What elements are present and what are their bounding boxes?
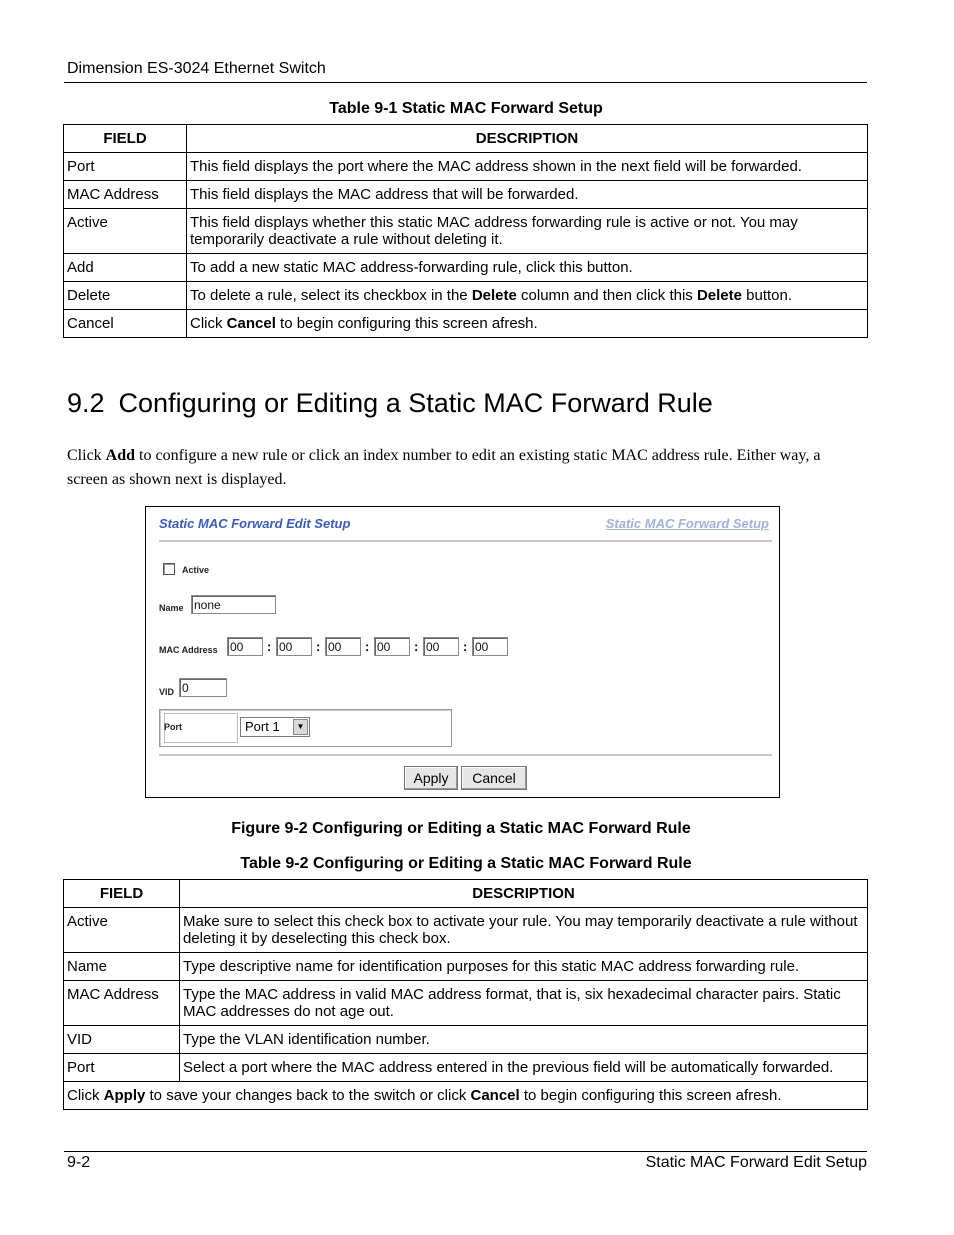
header-rule	[64, 82, 867, 83]
mac-separator: :	[316, 639, 321, 654]
text-run: column and then click this	[516, 287, 697, 304]
table-cell-field: Port	[64, 1054, 180, 1082]
table-row	[64, 209, 868, 254]
running-header: Dimension ES-3024 Ethernet Switch	[67, 60, 326, 77]
text-run: to begin configuring this screen afresh.	[519, 1087, 782, 1104]
active-checkbox[interactable]	[163, 563, 175, 575]
table-cell-field: Active	[64, 209, 187, 254]
mac-octet-input[interactable]: 00	[423, 637, 459, 656]
table-cell-field: VID	[64, 1026, 180, 1054]
mac-octet-input[interactable]: 00	[227, 637, 263, 656]
section-heading	[67, 388, 713, 419]
section-title: Configuring or Editing a Static MAC Forward Rule	[118, 388, 713, 418]
mac-octet-input[interactable]: 00	[374, 637, 410, 656]
table-cell-description: Type descriptive name for identification purposes for this static MAC address forwarding rule.	[180, 953, 868, 981]
text-run: Click	[190, 315, 227, 332]
text-run: To delete a rule, select its checkbox in the	[190, 287, 472, 304]
table2-header-description: DESCRIPTION	[180, 880, 868, 908]
table-cell-field: MAC Address	[64, 181, 187, 209]
port-label: Port	[164, 722, 182, 732]
apply-button[interactable]: Apply	[404, 766, 458, 790]
table-row	[64, 1054, 868, 1082]
figure-caption: Figure 9-2 Configuring or Editing a Static MAC Forward Rule	[231, 820, 691, 837]
table-row	[64, 181, 868, 209]
table1-header-field: FIELD	[64, 125, 187, 153]
table-cell-description: This field displays whether this static MAC address forwarding rule is active or not. You may temporarily deactivate a rule without deleting it.	[187, 209, 868, 254]
divider	[159, 540, 772, 542]
table2-header-field: FIELD	[64, 880, 180, 908]
table-cell-description: Type the VLAN identification number.	[180, 1026, 868, 1054]
mac-address-label: MAC Address	[159, 645, 218, 655]
mac-separator: :	[365, 639, 370, 654]
bold-term: Cancel	[226, 315, 276, 332]
vid-input[interactable]: 0	[179, 678, 227, 697]
bold-term: Delete	[471, 287, 517, 304]
table-cell-field: Port	[64, 153, 187, 181]
mac-separator: :	[463, 639, 468, 654]
table2	[63, 879, 868, 1110]
table-cell-description: This field displays the MAC address that will be forwarded.	[187, 181, 868, 209]
table1-caption: Table 9-1 Static MAC Forward Setup	[329, 100, 603, 117]
table1-header-description: DESCRIPTION	[187, 125, 868, 153]
table-row	[64, 282, 868, 310]
table-row	[64, 254, 868, 282]
chapter-title: Static MAC Forward Edit Setup	[645, 1154, 867, 1171]
table-row	[64, 981, 868, 1026]
active-label: Active	[182, 565, 210, 575]
chevron-down-icon[interactable]: ▼	[293, 719, 308, 735]
table-row	[64, 1082, 868, 1110]
name-input[interactable]: none	[191, 595, 276, 614]
mac-octet-input[interactable]: 00	[276, 637, 312, 656]
section-number: 9.2	[67, 388, 105, 418]
vid-label: VID	[159, 687, 175, 697]
page-number: 9-2	[67, 1154, 91, 1171]
static-mac-forward-setup-link[interactable]: Static MAC Forward Setup	[605, 516, 769, 531]
bold-term: Delete	[696, 287, 742, 304]
table-cell-description	[187, 310, 868, 338]
table-cell-description: To add a new static MAC address-forwarding rule, click this button.	[187, 254, 868, 282]
name-label: Name	[159, 603, 184, 613]
table-cell-description: This field displays the port where the MAC address shown in the next field will be forwarded.	[187, 153, 868, 181]
port-select[interactable]	[240, 717, 310, 737]
table-cell-field: Add	[64, 254, 187, 282]
text-run: to save your changes back to the switch or click	[145, 1087, 471, 1104]
table-cell-field: Name	[64, 953, 180, 981]
table-cell-description: Type the MAC address in valid MAC address format, that is, six hexadecimal character pairs. Static MAC addresses do not age out.	[180, 981, 868, 1026]
mac-separator: :	[267, 639, 272, 654]
divider	[159, 754, 772, 756]
mac-octet-input[interactable]: 00	[325, 637, 361, 656]
text-run: button.	[741, 287, 793, 304]
table1	[63, 124, 868, 338]
mac-octet-input[interactable]: 00	[472, 637, 508, 656]
table-row	[64, 953, 868, 981]
text-run: to configure a new rule or click an index number to edit an existing static MAC address rule. Either way, a screen as shown next is displayed.	[67, 447, 821, 488]
bold-term: Apply	[103, 1087, 146, 1104]
table-footer-cell	[64, 1082, 868, 1110]
screenshot-figure	[145, 506, 780, 798]
table-row	[64, 908, 868, 953]
table-cell-field: Cancel	[64, 310, 187, 338]
table-cell-field: MAC Address	[64, 981, 180, 1026]
table-cell-description: Make sure to select this check box to activate your rule. You may temporarily deactivate a rule without deleting it by deselecting this check box.	[180, 908, 868, 953]
body-paragraph	[67, 444, 857, 492]
text-run: to begin configuring this screen afresh.	[275, 315, 538, 332]
table-row	[64, 1026, 868, 1054]
table-cell-field: Delete	[64, 282, 187, 310]
bold-term: Cancel	[470, 1087, 520, 1104]
mac-separator: :	[414, 639, 419, 654]
screen-title: Static MAC Forward Edit Setup	[159, 516, 351, 531]
table-cell-description	[187, 282, 868, 310]
footer-rule	[64, 1151, 867, 1152]
bold-term: Add	[105, 447, 136, 464]
text-run: Click	[67, 447, 106, 464]
port-select-value: Port 1	[245, 719, 280, 734]
table2-caption: Table 9-2 Configuring or Editing a Static MAC Forward Rule	[240, 855, 692, 872]
table-row	[64, 153, 868, 181]
text-run: Click	[67, 1087, 104, 1104]
cancel-button[interactable]: Cancel	[461, 766, 527, 790]
table-cell-description: Select a port where the MAC address entered in the previous field will be automatically forwarded.	[180, 1054, 868, 1082]
table-row	[64, 310, 868, 338]
table-cell-field: Active	[64, 908, 180, 953]
